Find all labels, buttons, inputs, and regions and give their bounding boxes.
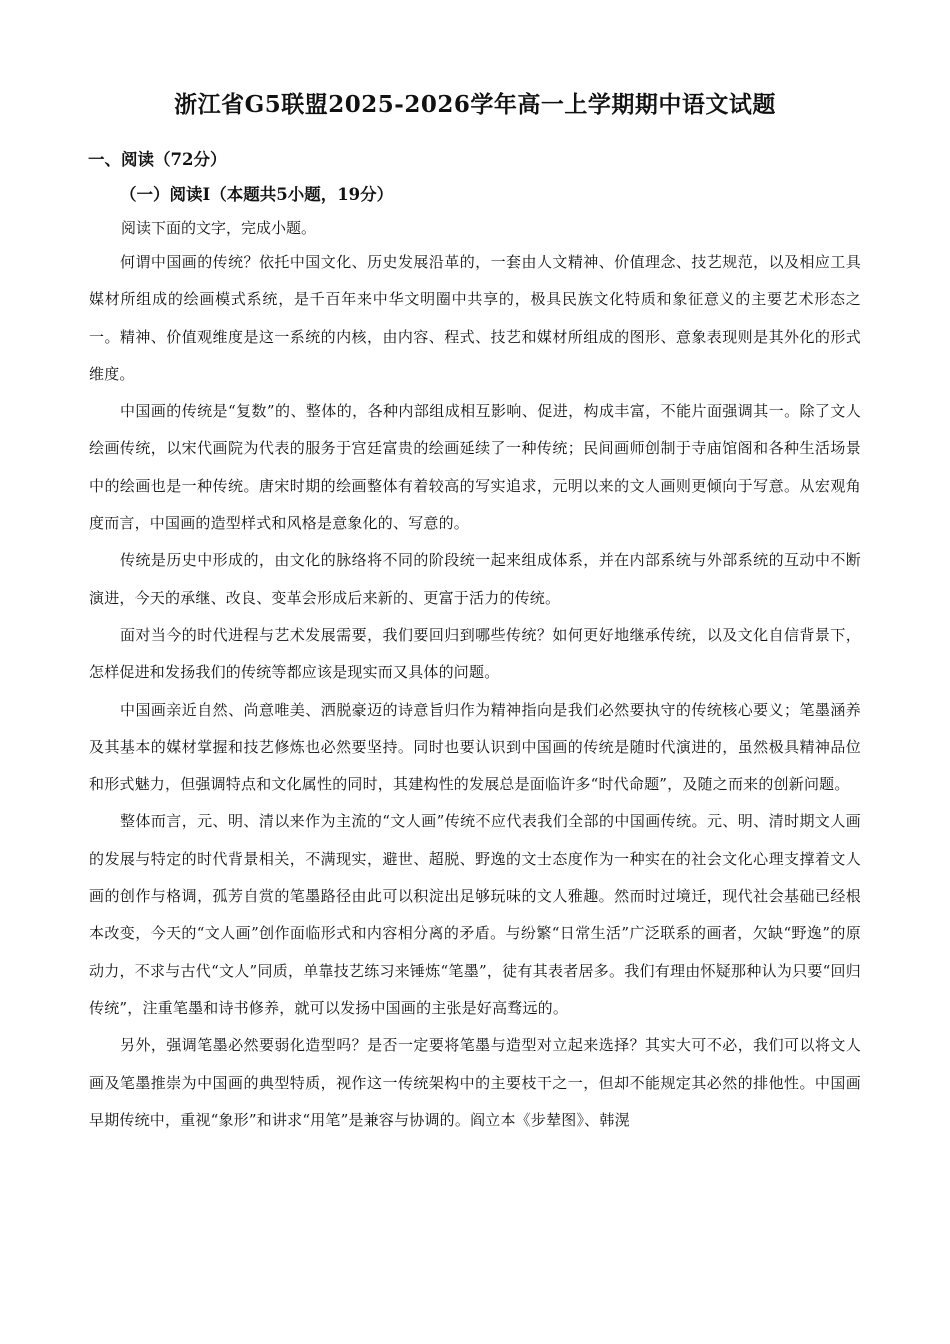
section-heading: 一、阅读（72分）	[88, 150, 227, 169]
passage-body	[89, 244, 861, 1139]
passage-paragraph: 另外，强调笔墨必然要弱化造型吗？是否一定要将笔墨与造型对立起来选择？其实大可不必，我们可以将文人画及笔墨推崇为中国画的典型特质，视作这一传统架构中的主要枝干之一，但却不能规定其必然的排他性。中国画早期传统中，重视“象形”和讲求“用笔”是兼容与协调的。阎立本《步辇图》、韩滉	[89, 1036, 861, 1129]
passage-paragraph: 何谓中国画的传统？依托中国文化、历史发展沿革的，一套由人文精神、价值理念、技艺规范，以及相应工具媒材所组成的绘画模式系统，是千百年来中华文明圈中共享的，极具民族文化特质和象征意义的主要艺术形态之一。精神、价值观维度是这一系统的内核，由内容、程式、技艺和媒材所组成的图形、意象表现则是其外化的形式维度。	[89, 253, 861, 383]
sub-heading: （一）阅读Ⅰ（本题共5小题，19分）	[120, 185, 394, 204]
reading-instruction: 阅读下面的文字，完成小题。	[121, 219, 317, 237]
passage-paragraph: 面对当今的时代进程与艺术发展需要，我们要回归到哪些传统？如何更好地继承传统，以及文化自信背景下，怎样促进和发扬我们的传统等都应该是现实而又具体的问题。	[89, 625, 861, 682]
passage-paragraph: 传统是历史中形成的，由文化的脉络将不同的阶段统一起来组成体系，并在内部系统与外部系统的互动中不断演进，今天的承继、改良、变革会形成后来新的、更富于活力的传统。	[89, 551, 861, 607]
passage-paragraph: 中国画亲近自然、尚意唯美、洒脱豪迈的诗意旨归作为精神指向是我们必然要执守的传统核心要义；笔墨涵养及其基本的媒材掌握和技艺修炼也必然要坚持。同时也要认识到中国画的传统是随时代演进的，虽然极具精神品位和形式魅力，但强调特点和文化属性的同时，其建构性的发展总是面临许多“时代命题”，及随之而来的创新问题。	[89, 700, 861, 794]
passage-paragraph: 整体而言，元、明、清以来作为主流的“文人画”传统不应代表我们全部的中国画传统。元、明、清时期文人画的发展与特定的时代背景相关，不满现实，避世、超脱、野逸的文士态度作为一种实在的社会文化心理支撑着文人画的创作与格调，孤芳自赏的笔墨路径由此可以积淀出足够玩味的文人雅趣。然而时过境迁，现代社会基础已经根本改变，今天的“文人画”创作面临形式和内容相分离的矛盾。与纷繁“日常生活”广泛联系的画者，欠缺“野逸”的原动力，不求与古代“文人”同质，单靠技艺练习来锤炼“笔墨”，徒有其表者居多。我们有理由怀疑那种认为只要“回归传统”，注重笔墨和诗书修养，就可以发扬中国画的主张是好高骛远的。	[89, 812, 861, 1017]
passage-paragraph: 中国画的传统是“复数”的、整体的，各种内部组成相互影响、促进，构成丰富，不能片面强调其一。除了文人绘画传统，以宋代画院为代表的服务于宫廷富贵的绘画延续了一种传统；民间画师创制于寺庙馆阁和各种生活场景中的绘画也是一种传统。唐宋时期的绘画整体有着较高的写实追求，元明以来的文人画则更倾向于写意。从宏观角度而言，中国画的造型样式和风格是意象化的、写意的。	[89, 402, 861, 533]
document-title: 浙江省G5联盟2025-2026学年高一上学期期中语文试题	[174, 91, 776, 118]
